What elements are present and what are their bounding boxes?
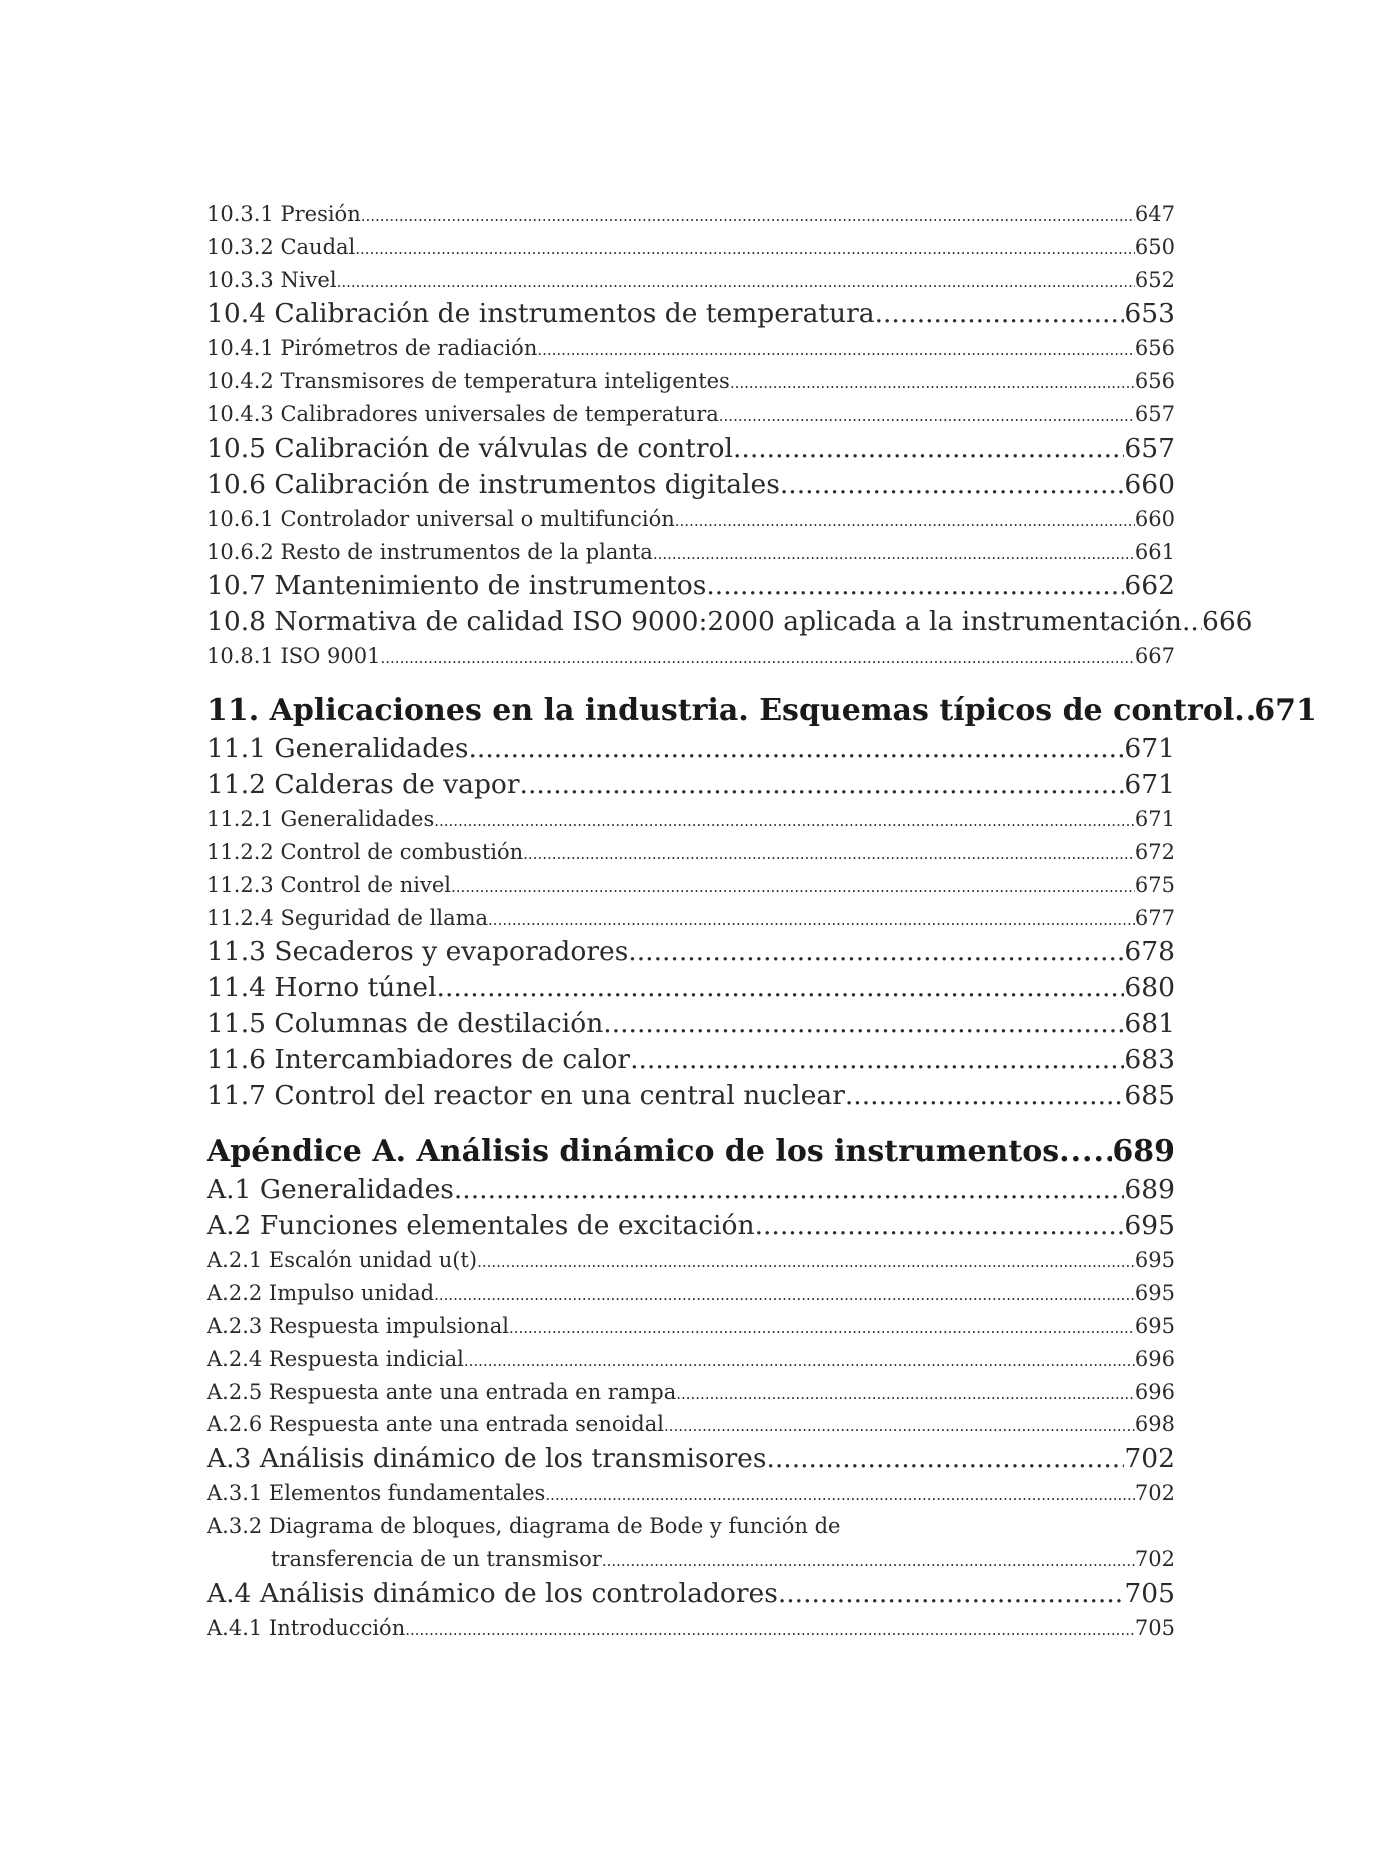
toc-entry-label: 11.1 Generalidades: [207, 733, 469, 765]
toc-entry-label: 11.2 Calderas de vapor: [207, 769, 520, 801]
toc-entry: [207, 1612, 1175, 1645]
toc-entry-page: 657: [1124, 432, 1175, 464]
leader-dots: [603, 1006, 1124, 1042]
toc-entry: [207, 731, 1175, 767]
toc-entry: [207, 467, 1175, 503]
toc-entry-first-line: [207, 1510, 1175, 1543]
toc-entry-label: A.2.5 Respuesta ante una entrada en rampa: [207, 1379, 677, 1404]
toc-entry-label: 11.7 Control del reactor en una central nuclear: [207, 1080, 845, 1112]
toc-entry-page: 656: [1134, 336, 1175, 361]
toc-entry-label: A.3 Análisis dinámico de los transmisores: [207, 1443, 767, 1475]
toc-entry: [207, 1006, 1175, 1042]
toc-entry: [207, 836, 1175, 869]
toc-entry: [207, 1310, 1175, 1343]
toc-chapter-heading: [207, 691, 1317, 731]
toc-entry-label: A.3.2 Diagrama de bloques, diagrama de Bode y función de: [207, 1513, 841, 1538]
toc-entry: [207, 332, 1175, 365]
toc-entry: [207, 1477, 1175, 1510]
toc-entry-label: A.2 Funciones elementales de excitación: [207, 1210, 755, 1242]
toc-entry-label: 10.4.1 Pirómetros de radiación: [207, 336, 538, 361]
leader-dots: [755, 1208, 1125, 1244]
leader-dots: [778, 1576, 1125, 1612]
leader-dots: [437, 970, 1125, 1006]
toc-entry-label: 10.6.1 Controlador universal o multifunción: [207, 506, 675, 531]
toc-entry: [207, 803, 1175, 836]
toc-entry: [207, 934, 1175, 970]
toc-entry: [207, 536, 1175, 569]
toc-entry-label: Apéndice A. Análisis dinámico de los instrumentos: [207, 1134, 1060, 1170]
leader-dots: [454, 1172, 1125, 1208]
leader-dots: [1182, 604, 1202, 640]
toc-entry: [207, 767, 1175, 803]
toc-entry-page: 652: [1134, 267, 1175, 292]
toc-entry-page: 698: [1134, 1412, 1175, 1437]
toc-entry: [207, 1441, 1175, 1477]
toc-entry-page: 695: [1134, 1313, 1175, 1338]
toc-entry-label: 11.5 Columnas de destilación: [207, 1008, 604, 1040]
toc-entry-page: 677: [1134, 905, 1175, 930]
toc-entry-page: 671: [1124, 769, 1175, 801]
leader-dots: [464, 1345, 1135, 1378]
toc-entry: [207, 231, 1175, 264]
leader-dots: [451, 871, 1135, 904]
toc-entry: [207, 1376, 1175, 1409]
leader-dots: [630, 1042, 1124, 1078]
toc-entry-label: 10.4 Calibración de instrumentos de temperatura: [207, 298, 875, 330]
toc-entry-page: 672: [1134, 839, 1175, 864]
leader-dots: [780, 467, 1125, 503]
toc-entry: [207, 1208, 1175, 1244]
toc-entry: [207, 398, 1175, 431]
toc-entry-label: 10.7 Mantenimiento de instrumentos: [207, 570, 707, 602]
toc-entry-page: 702: [1134, 1546, 1175, 1571]
toc-entry-label: 10.3.3 Nivel: [207, 267, 337, 292]
toc-entry-label: transferencia de un transmisor: [271, 1546, 602, 1571]
toc-entry: [207, 640, 1175, 673]
leader-dots: [523, 838, 1135, 871]
toc-entry: [207, 869, 1175, 902]
toc-entry-page: 671: [1254, 693, 1317, 729]
toc-entry-page: 650: [1134, 234, 1175, 259]
toc-entry-page: 660: [1124, 468, 1175, 500]
leader-dots: [706, 568, 1124, 604]
toc-entry: [207, 1078, 1175, 1114]
toc-entry-page: 689: [1112, 1134, 1175, 1170]
toc-entry-page: 683: [1124, 1044, 1175, 1076]
toc-entry-label: 10.3.2 Caudal: [207, 234, 356, 259]
toc-entry-page: 681: [1124, 1008, 1175, 1040]
toc-entry: [207, 296, 1175, 332]
leader-dots: [434, 1279, 1135, 1312]
toc-entry: [207, 970, 1175, 1006]
toc-entry-label: A.3.1 Elementos fundamentales: [207, 1481, 546, 1506]
leader-dots: [434, 805, 1135, 838]
toc-entry-label: 11.2.2 Control de combustión: [207, 839, 524, 864]
toc-entry-label: A.2.2 Impulso unidad: [207, 1281, 435, 1306]
toc-entry: [207, 1343, 1175, 1376]
toc-entry-label: 11.2.4 Seguridad de llama: [207, 905, 489, 930]
toc-entry-page: 666: [1201, 606, 1253, 638]
toc-entry-page: 671: [1124, 733, 1175, 765]
toc-entry-page: 696: [1134, 1379, 1175, 1404]
toc-entry-page: 653: [1124, 298, 1175, 330]
toc-entry-label: 11.4 Horno túnel: [207, 972, 437, 1004]
toc-entry: [207, 1543, 1175, 1576]
toc-entry-label: A.2.1 Escalón unidad u(t): [207, 1248, 478, 1273]
toc-entry-label: A.4 Análisis dinámico de los controladores: [207, 1577, 778, 1609]
leader-dots: [628, 934, 1124, 970]
toc-entry-page: 660: [1134, 506, 1175, 531]
toc-entry-label: A.1 Generalidades: [207, 1174, 454, 1206]
leader-dots: [675, 505, 1135, 538]
leader-dots: [845, 1078, 1125, 1114]
toc-entry-label: A.2.3 Respuesta impulsional: [207, 1313, 509, 1338]
toc-entry-label: 10.8.1 ISO 9001: [207, 644, 381, 669]
leader-dots: [509, 1312, 1135, 1345]
toc-entry-page: 696: [1134, 1346, 1175, 1371]
toc-entry-page: 695: [1134, 1281, 1175, 1306]
toc-entry-label: 11.6 Intercambiadores de calor: [207, 1044, 631, 1076]
toc-entry-page: 685: [1124, 1080, 1175, 1112]
toc-entry: [207, 365, 1175, 398]
toc-entry-page: 662: [1124, 570, 1175, 602]
toc-entry-page: 661: [1134, 539, 1175, 564]
toc-entry-page: 689: [1124, 1174, 1175, 1206]
toc-entry: [207, 1042, 1175, 1078]
toc-entry: [207, 264, 1175, 297]
leader-dots: [355, 233, 1135, 266]
toc-entry-label: A.2.4 Respuesta indicial: [207, 1346, 464, 1371]
leader-dots: [875, 296, 1125, 332]
toc-entry-label: A.4.1 Introducción: [207, 1615, 406, 1640]
leader-dots: [361, 200, 1135, 233]
leader-dots: [676, 1378, 1135, 1411]
toc-entry-page: 667: [1134, 644, 1175, 669]
leader-dots: [545, 1479, 1135, 1512]
toc-entry-label: 10.4.3 Calibradores universales de temperatura: [207, 401, 719, 426]
toc-entry-label: 10.6.2 Resto de instrumentos de la planta: [207, 539, 653, 564]
toc-entry-page: 680: [1124, 972, 1175, 1004]
toc-entry: [207, 568, 1175, 604]
leader-dots: [405, 1614, 1135, 1647]
leader-dots: [719, 400, 1135, 433]
leader-dots: [730, 367, 1135, 400]
toc-entry: [207, 1172, 1175, 1208]
toc-entry-page: 657: [1134, 401, 1175, 426]
toc-entry-page: 671: [1134, 807, 1175, 832]
toc-entry-page: 695: [1134, 1248, 1175, 1273]
leader-dots: [733, 431, 1124, 467]
toc-entry-label: 10.4.2 Transmisores de temperatura inteligentes: [207, 369, 730, 394]
leader-dots: [602, 1545, 1135, 1578]
toc-entry-page: 702: [1134, 1481, 1175, 1506]
toc-entry-label: 11.3 Secaderos y evaporadores: [207, 936, 629, 968]
toc-chapter-heading: [207, 1132, 1175, 1172]
toc-entry-label: A.2.6 Respuesta ante una entrada senoidal: [207, 1412, 664, 1437]
leader-dots: [537, 334, 1135, 367]
toc-entry-label: 11.2.3 Control de nivel: [207, 872, 452, 897]
leader-dots: [381, 642, 1135, 675]
toc-entry-page: 656: [1134, 369, 1175, 394]
leader-dots: [520, 767, 1125, 803]
leader-dots: [468, 731, 1124, 767]
leader-dots: [664, 1410, 1135, 1443]
toc-entry-page: 678: [1124, 936, 1175, 968]
toc-entry: [207, 1277, 1175, 1310]
toc-entry: [207, 503, 1175, 536]
toc-entry-label: 10.8 Normativa de calidad ISO 9000:2000 aplicada a la instrumentación: [207, 606, 1182, 638]
toc-entry: [207, 902, 1175, 935]
leader-dots: [1234, 691, 1254, 731]
toc-entry-page: 705: [1134, 1615, 1175, 1640]
toc-entry-label: 11. Aplicaciones en la industria. Esquemas típicos de control: [207, 693, 1235, 729]
table-of-contents: [207, 198, 1317, 1644]
toc-entry: [207, 1244, 1175, 1277]
toc-entry: [207, 431, 1175, 467]
toc-entry-label: 10.6 Calibración de instrumentos digitales: [207, 468, 780, 500]
toc-entry-page: 675: [1134, 872, 1175, 897]
leader-dots: [337, 266, 1135, 299]
leader-dots: [477, 1246, 1135, 1279]
toc-entry: [207, 1408, 1175, 1441]
toc-entry: [207, 198, 1175, 231]
toc-entry-page: 647: [1134, 202, 1175, 226]
toc-entry-label: 11.2.1 Generalidades: [207, 807, 435, 832]
leader-dots: [488, 904, 1135, 937]
toc-entry: [207, 1576, 1175, 1612]
toc-entry: [207, 604, 1253, 640]
leader-dots: [1059, 1132, 1112, 1172]
leader-dots: [766, 1441, 1124, 1477]
toc-entry-page: 702: [1124, 1443, 1175, 1475]
toc-entry-label: 10.3.1 Presión: [207, 202, 361, 226]
toc-entry-page: 705: [1124, 1577, 1175, 1609]
toc-entry-label: 10.5 Calibración de válvulas de control: [207, 432, 733, 464]
toc-entry-page: 695: [1124, 1210, 1175, 1242]
leader-dots: [653, 538, 1135, 571]
